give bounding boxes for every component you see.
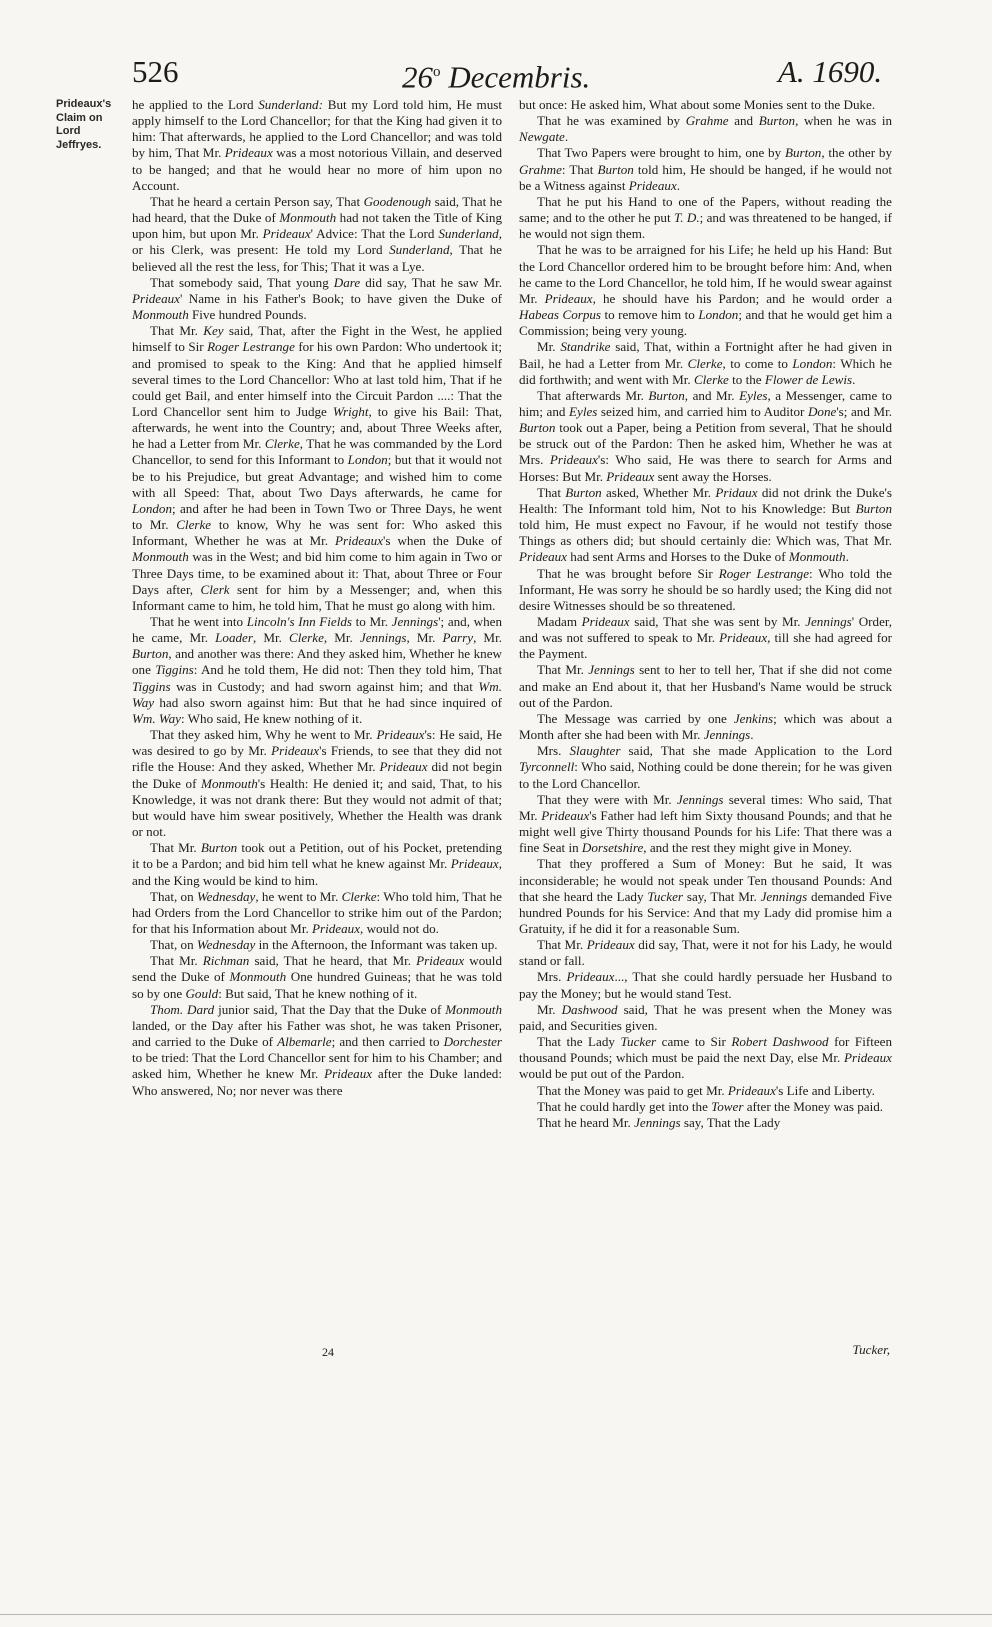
paragraph: That, on Wednesday in the Afternoon, the Informant was taken up. — [150, 937, 498, 953]
paragraph: That Burton asked, Whether Mr. Pridaux did not drink the Duke's Health: The Informant told him, Not to his Knowledge: But Burton told him, He must expect no Favour, if he would not testify those Things as others did; but should certainly die: Which was, That Mr. Prideaux had sent Arms and Horses to the Duke of Monmouth. — [519, 484, 892, 565]
paragraph: That, on Wednesday, he went to Mr. Clerke: Who told him, That he had Orders from the Lord Chancellor to strike him out of the Pardon; for that his Information about Mr. Prideaux, would not do. — [132, 888, 502, 936]
paragraph: That he heard Mr. Jennings say, That the Lady — [537, 1114, 781, 1130]
paragraph: That Mr. Key said, That, after the Fight in the West, he applied himself to Sir Roger Lestrange for his own Pardon: Who undertook it; and promised to speak to the King: And that he applied himself several times to the Lord Chancellor: Who at last told him, That if he could get Bail, and enter himself into the Circuit Pardon ....: That the Lord Chancellor sent him to Judge Wright, to give his Bail: That, afterwards, he went into the Country; and, about Three Weeks after, he had a Letter from Mr. Clerke, That he was commanded by the Lord Chancellor, to send for this Informant to London; but that it would not be to his Prejudice, but great Advantage; and wished him to come with all Speed: That, about Two Days afterwards, he came for London; and after he had been in Town Two or Three Days, he went to Mr. Clerke to know, Why he was sent for: Who asked this Informant, Whether he was at Mr. Prideaux's when the Duke of Monmouth was in the West; and bid him come to him again in Two or Three Days time, to be examined about it: That, about Three or Four Days after, Clerk sent for him by a Messenger; and, when this Informant came to him, he told him, That he must go along with him. — [132, 323, 503, 613]
paragraph: That he was to be arraigned for his Life; he held up his Hand: But the Lord Chancellor ordered him to be brought before him: And, when he came to the Lord Chancellor, he told him, If he would swear against Mr. Prideaux, he should have his Pardon; and he would order a Habeas Corpus to remove him to London; and that he would get him a Commission; being very young. — [519, 242, 893, 339]
paragraph: but once: He asked him, What about some Monies sent to the Duke. — [519, 97, 876, 112]
paragraph: Mr. Dashwood said, That he was present when the Money was paid, and Securities given. — [519, 1001, 893, 1033]
paragraph: That the Lady Tucker came to Sir Robert Dashwood for Fifteen thousand Pounds; which must be paid the next Day, else Mr. Prideaux would be put out of the Pardon. — [519, 1034, 893, 1082]
signature-mark: 24 — [322, 1345, 334, 1359]
running-year: A. 1690. — [778, 54, 883, 89]
paragraph: That Mr. Richman said, That he heard, that Mr. Prideaux would send the Duke of Monmouth One hundred Guineas; that he was told so by one Gould: But said, That he knew nothing of it. — [132, 953, 502, 1001]
paragraph: That he was brought before Sir Roger Lestrange: Who told the Informant, He was sorry he should be so hardly used; the King did not desire Witnesses should be so threatened. — [519, 565, 892, 613]
paragraph: That Mr. Burton took out a Petition, out of his Pocket, pretending it to be a Pardon; and bid him tell what he knew against Mr. Prideaux, and the King would be kind to him. — [132, 840, 502, 888]
right-column — [519, 97, 892, 1131]
paragraph: Mr. Standrike said, That, within a Fortnight after he had given in Bail, he had a Letter from Mr. Clerke, to come to London: Which he did forthwith; and went with Mr. Clerke to the Flower de Lewis. — [519, 339, 892, 387]
paragraph: That afterwards Mr. Burton, and Mr. Eyles, a Messenger, came to him; and Eyles seized him, and carried him to Auditor Done's; and Mr. Burton took out a Paper, being a Petition from several, That he should be struck out of the Pardon: Then he asked him, Whether he was at Mrs. Prideaux's: Who said, He was there to search for Arms and Horses: But Mr. Prideaux sent away the Horses. — [519, 387, 892, 484]
title-degree: o — [433, 64, 441, 80]
paragraph: That he went into Lincoln's Inn Fields to Mr. Jennings'; and, when he came, Mr. Loader, Mr. Clerke, Mr. Jennings, Mr. Parry, Mr. Burton, and another was there: And they asked him, Whether he knew one Tiggins: And he told them, He did not: Then they told him, That Tiggins was in Custody; and had sworn against him; and that Wm. Way had also sworn against him: But that he had since inquired of Wm. Way: Who said, He knew nothing of it. — [132, 614, 502, 726]
catchword: Tucker, — [852, 1342, 890, 1357]
paragraph: Thom. Dard junior said, That the Day that the Duke of Monmouth landed, or the Day after his Father was shot, he was taken Prisoner, and carried to the Duke of Albemarle; and then carried to Dorchester to be tried: That the Lord Chancellor sent for him to his Chamber; and asked him, Whether he knew Mr. Prideaux after the Duke landed: Who answered, No; nor never was there — [132, 1001, 502, 1098]
paragraph: That the Money was paid to get Mr. Prideaux's Life and Liberty. — [537, 1082, 875, 1098]
paragraph: That he could hardly get into the Tower after the Money was paid. — [537, 1098, 884, 1114]
bottom-rule — [0, 1614, 992, 1615]
paragraph: That he heard a certain Person say, That Goodenough said, That he had heard, that the Duke of Monmouth had not taken the Title of King upon him, but upon Mr. Prideaux' Advice: That the Lord Sunderland, or his Clerk, was present: He told my Lord Sunderland, That he believed all the rest the less, for This; That it was a Lye. — [132, 193, 503, 274]
paragraph: That they proffered a Sum of Money: But he said, It was inconsiderable; he would not speak under Ten thousand Pounds: And that she heard the Lady Tucker say, That Mr. Jennings demanded Five hundred Pounds for his Service: And that my Lady did promise him a Gratuity, if he did it for a reasonable Sum. — [519, 856, 892, 936]
paragraph: he applied to the Lord Sunderland: But my Lord told him, He must apply himself to the Lord Chancellor; for that the King had given it to him: That afterwards, he applied to the Lord Chancellor; and was told by him, That Mr. Prideaux was a most notorious Villain, and deserved to be hanged; and that he would hear no more of him upon no Account. — [132, 97, 502, 193]
margin-note: Prideaux's Claim on Lord Jeffryes. — [56, 98, 112, 151]
paragraph: That somebody said, That young Dare did say, That he saw Mr. Prideaux' Name in his Father's Book; to have given the Duke of Monmouth Five hundred Pounds. — [132, 274, 502, 323]
paragraph: Mrs. Slaughter said, That she made Application to the Lord Tyrconnell: Who said, Nothing could be done therein; for he was given to the Lord Chancellor. — [519, 743, 892, 791]
paragraph: That they asked him, Why he went to Mr. Prideaux's: He said, He was desired to go by Mr. Prideaux's Friends, to see that they did not rifle the House: And they asked, Whether Mr. Prideaux did not begin the Duke of Monmouth's Health: He denied it; and said, That, to his Knowledge, it was not drank there: But they would not admit of that; but would have him swear positively, Whether the Health was drank or not. — [132, 727, 503, 840]
title-day: 26 — [402, 59, 433, 95]
paragraph: That Mr. Jennings sent to her to tell her, That if she did not come and make an End about it, that her Husband's Name would be struck out of the Pardon. — [519, 662, 892, 710]
paragraph: That he put his Hand to one of the Papers, without reading the same; and to the other he put T. D.; and was threatened to be hanged, if he would not sign them. — [519, 193, 892, 242]
paragraph: That he was examined by Grahme and Burton, when he was in Newgate. — [519, 113, 893, 145]
page-number: 526 — [132, 54, 179, 89]
paragraph: That Mr. Prideaux did say, That, were it not for his Lady, he would stand or fall. — [519, 937, 892, 969]
paragraph: That Two Papers were brought to him, one by Burton, the other by Grahme: That Burton told him, He should be hanged, if he would not be a Witness against Prideaux. — [519, 145, 893, 193]
paragraph: That they were with Mr. Jennings several times: Who said, That Mr. Prideaux's Father had left him Sixty thousand Pounds; and that he might well give Thirty thousand Pounds for his Life: That there was a fine Seat in Dorsetshire, and the rest they might give in Money. — [519, 791, 892, 856]
paragraph: The Message was carried by one Jenkins; which was about a Month after she had been with Mr. Jennings. — [519, 710, 893, 743]
paragraph: Madam Prideaux said, That she was sent by Mr. Jennings' Order, and was not suffered to speak to Mr. Prideaux, till she had agreed for the Payment. — [519, 614, 892, 662]
running-title — [402, 52, 591, 95]
left-column — [132, 97, 502, 1099]
paragraph: Mrs. Prideaux..., That she could hardly persuade her Husband to pay the Money; but he would stand Test. — [519, 969, 892, 1001]
title-month: Decembris. — [448, 59, 591, 95]
